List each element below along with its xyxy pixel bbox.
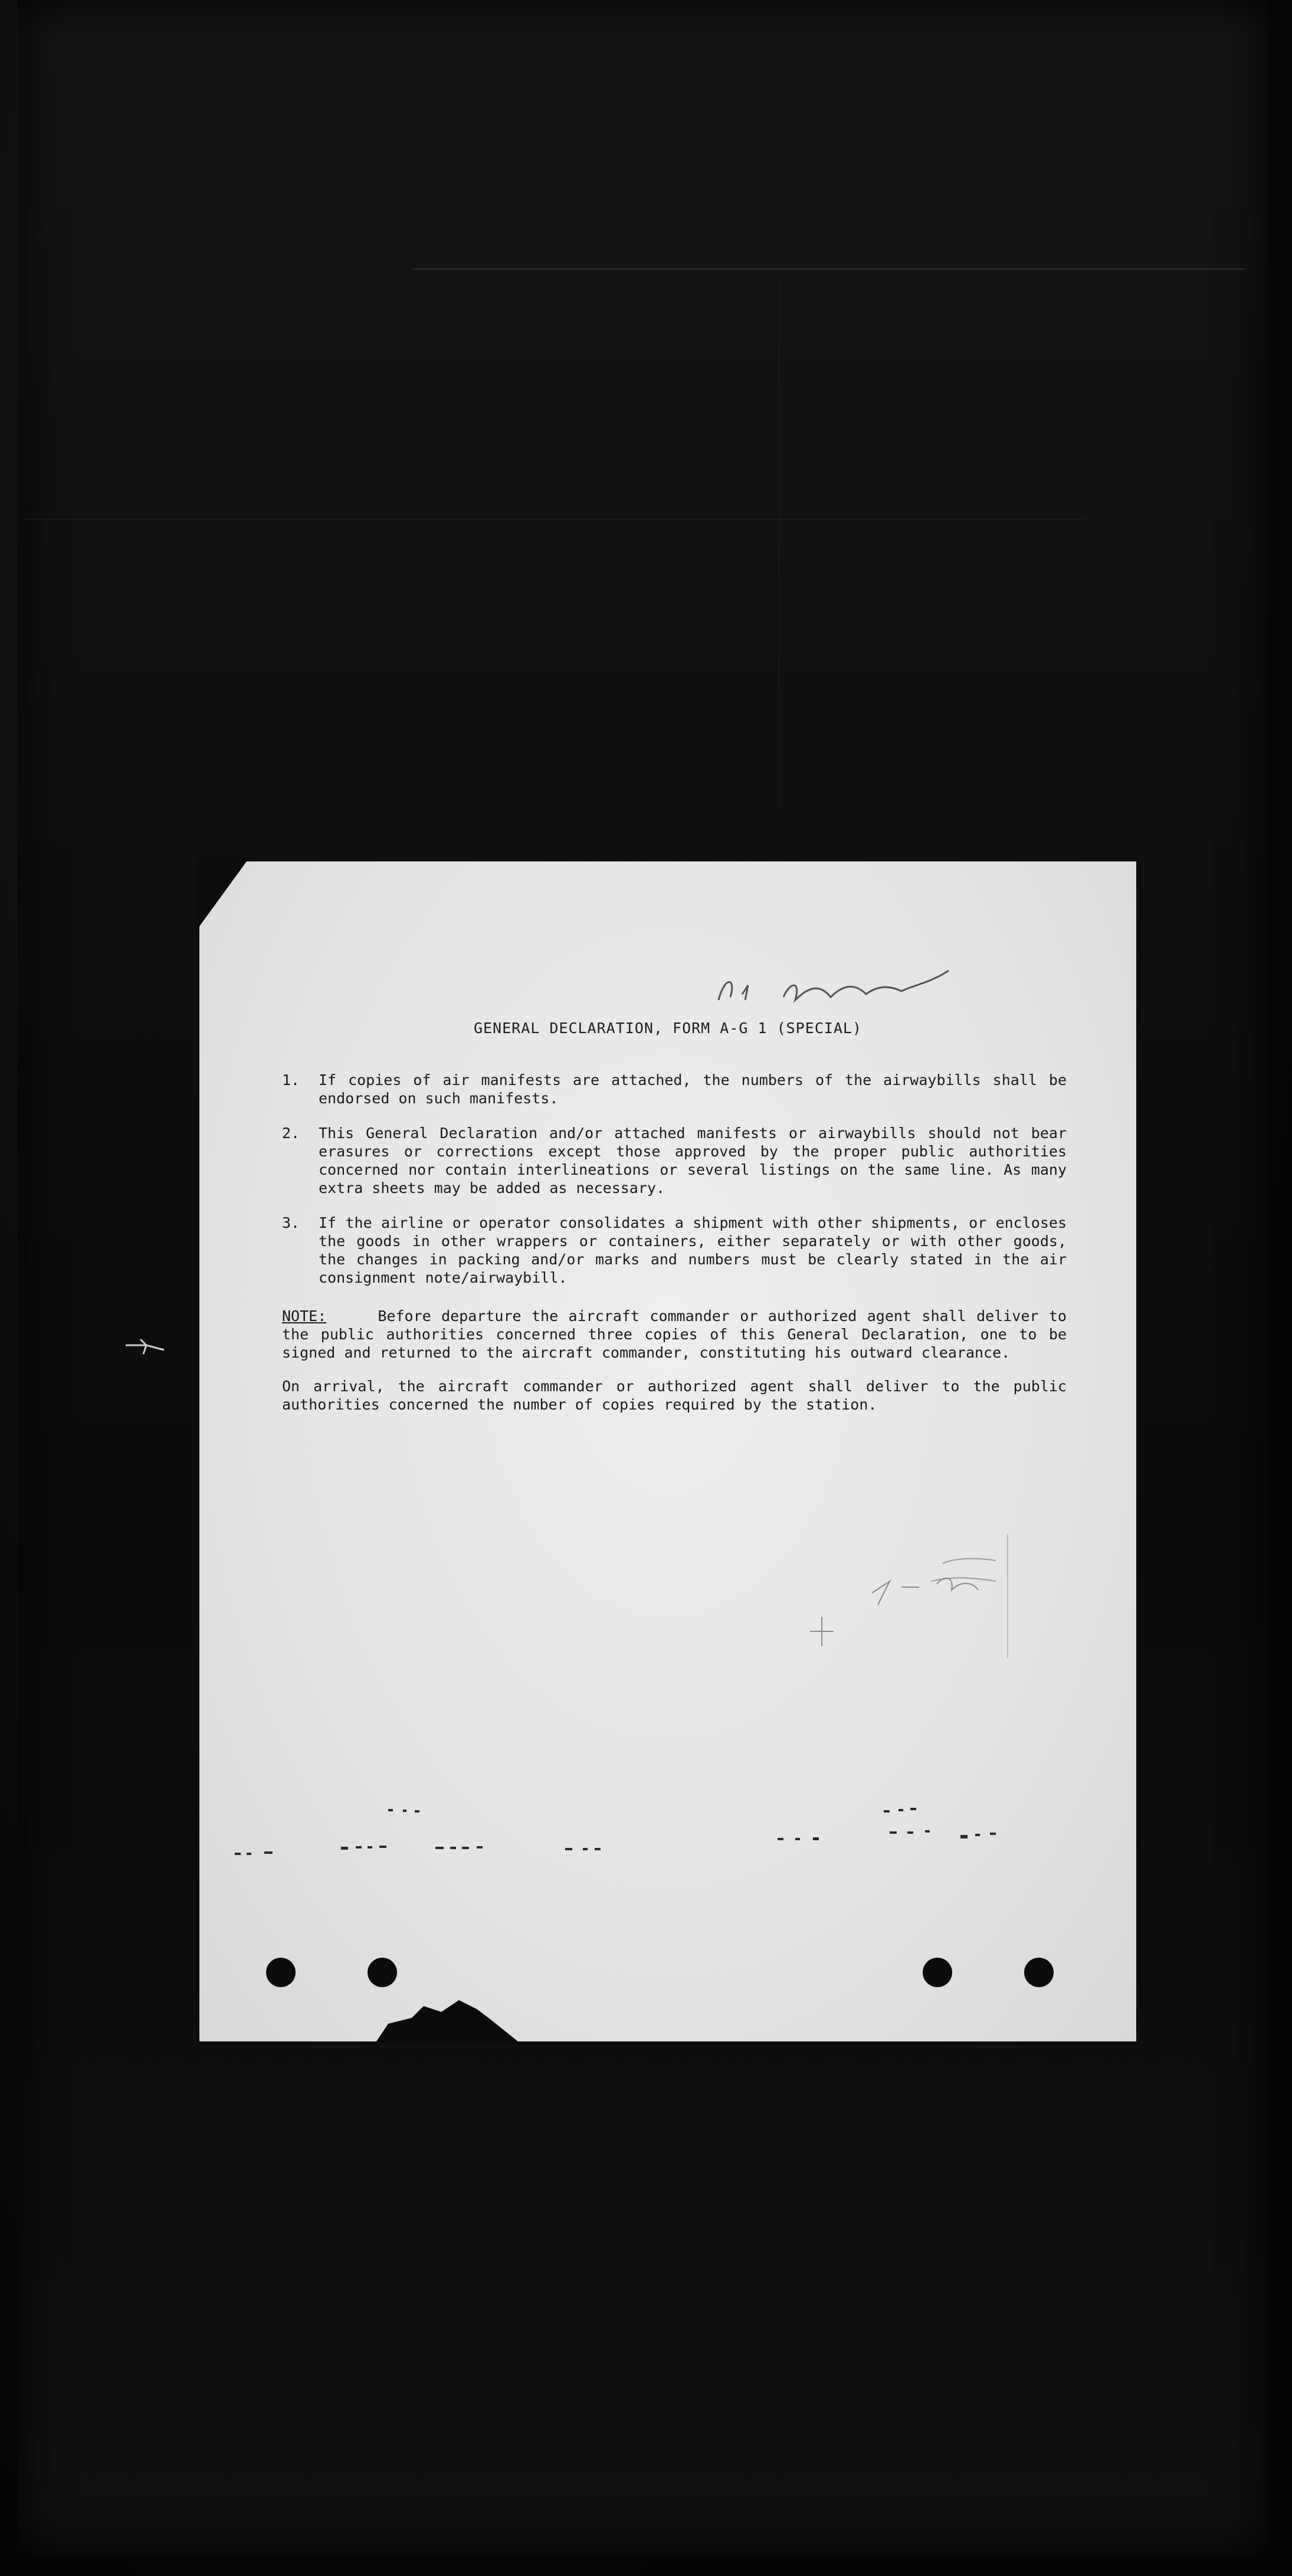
edge-mark — [123, 1328, 170, 1363]
item-text: This General Declaration and/or attached manifests or airwaybills should not bear erasures or corrections except those approved by the proper public authorities concerned nor contain interlineations or several listings on the same line. As many extra sheets may be added as necessary. — [319, 1125, 1067, 1197]
punch-hole — [1024, 1958, 1054, 1987]
item-number: 3. — [282, 1214, 300, 1231]
film-scratch — [413, 268, 1245, 270]
arrival-paragraph: On arrival, the aircraft commander or authorized agent shall deliver to the public authorities concerned the number of copies required by the station. — [282, 1378, 1067, 1413]
list-item — [282, 1214, 1067, 1287]
film-scratch — [24, 519, 1086, 520]
item-text: If copies of air manifests are attached, the numbers of the airwaybills shall be endorsed on such manifests. — [319, 1071, 1067, 1107]
punch-hole — [923, 1958, 952, 1987]
declaration-page — [199, 861, 1136, 2041]
note-paragraph — [282, 1307, 1067, 1362]
handwritten-signature — [713, 965, 960, 1012]
film-scratch — [779, 277, 780, 808]
faint-handwritten-marks — [801, 1528, 1025, 1664]
list-item — [282, 1124, 1067, 1197]
page-title: GENERAL DECLARATION, FORM A-G 1 (SPECIAL) — [473, 1020, 863, 1037]
note-label: NOTE: — [282, 1307, 327, 1325]
item-text: If the airline or operator consolidates a shipment with other shipments, or encloses the goods in other wrappers or containers, either separately or with other goods, the changes in packing and/or marks and numbers must be clearly stated in the air consignment note/airwaybill. — [319, 1214, 1067, 1286]
folded-corner — [199, 861, 247, 926]
item-number: 1. — [282, 1071, 300, 1089]
item-number: 2. — [282, 1125, 300, 1142]
instructions-list — [282, 1071, 1067, 1414]
torn-edge — [376, 1977, 518, 2041]
list-item — [282, 1071, 1067, 1107]
bleed-through-marks — [235, 1805, 1096, 1876]
note-text: Before departure the aircraft commander or authorized agent shall deliver to the public authorities concerned three copies of this General Declaration, one to be signed and returned to the aircraft commander, constituting his outward clearance. — [282, 1307, 1067, 1361]
punch-hole — [266, 1958, 296, 1987]
